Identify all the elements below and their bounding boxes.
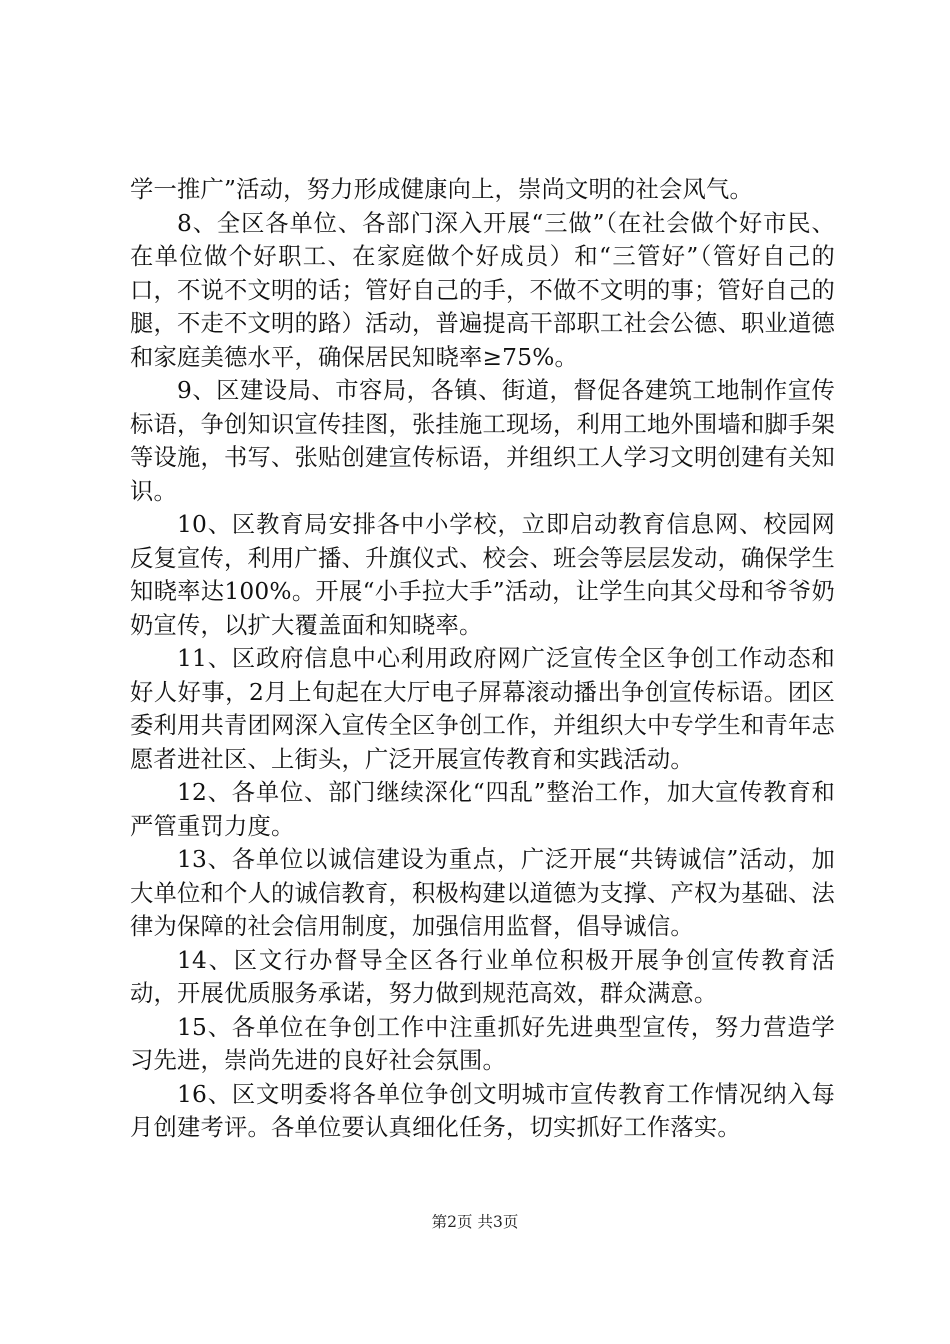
paragraph-item-10: 10、区教育局安排各中小学校，立即启动教育信息网、校园网反复宣传，利用广播、升旗仪式、校会、班会等层层发动，确保学生知晓率达100%。开展“小手拉大手”活动，让学生向其父母和爷爷奶奶宣传，以扩大覆盖面和知晓率。	[130, 511, 835, 639]
document-body	[130, 173, 835, 1145]
paragraph-item-9: 9、区建设局、市容局，各镇、街道，督促各建筑工地制作宣传标语，争创知识宣传挂图，张挂施工现场，利用工地外围墙和脚手架等设施，书写、张贴创建宣传标语，并组织工人学习文明创建有关知识。	[130, 377, 835, 505]
paragraph-item-14: 14、区文行办督导全区各行业单位积极开展争创宣传教育活动，开展优质服务承诺，努力做到规范高效，群众满意。	[130, 946, 835, 1007]
paragraph-item-16: 16、区文明委将各单位争创文明城市宣传教育工作情况纳入每月创建考评。各单位要认真细化任务，切实抓好工作落实。	[130, 1080, 835, 1141]
paragraph-continuation: 学一推广”活动，努力形成健康向上，崇尚文明的社会风气。	[130, 176, 754, 203]
paragraph-item-11: 11、区政府信息中心利用政府网广泛宣传全区争创工作动态和好人好事，2月上旬起在大厅电子屏幕滚动播出争创宣传标语。团区委利用共青团网深入宣传全区争创工作，并组织大中专学生和青年志愿者进社区、上街头，广泛开展宣传教育和实践活动。	[130, 645, 835, 773]
page-footer	[0, 1212, 950, 1232]
paragraph-item-12: 12、各单位、部门继续深化“四乱”整治工作，加大宣传教育和严管重罚力度。	[130, 779, 835, 840]
paragraph-item-8: 8、全区各单位、各部门深入开展“三做”（在社会做个好市民、在单位做个好职工、在家庭做个好成员）和“三管好”（管好自己的口，不说不文明的话；管好自己的手，不做不文明的事；管好自己的腿，不走不文明的路）活动，普遍提高干部职工社会公德、职业道德和家庭美德水平，确保居民知晓率≥75%。	[130, 209, 835, 371]
paragraph-item-13: 13、各单位以诚信建设为重点，广泛开展“共铸诚信”活动，加大单位和个人的诚信教育，积极构建以道德为支撑、产权为基础、法律为保障的社会信用制度，加强信用监督，倡导诚信。	[130, 846, 835, 940]
paragraph-item-15: 15、各单位在争创工作中注重抓好先进典型宣传，努力营造学习先进，崇尚先进的良好社会氛围。	[130, 1013, 835, 1074]
page-number-indicator: 第2页 共3页	[431, 1213, 519, 1231]
